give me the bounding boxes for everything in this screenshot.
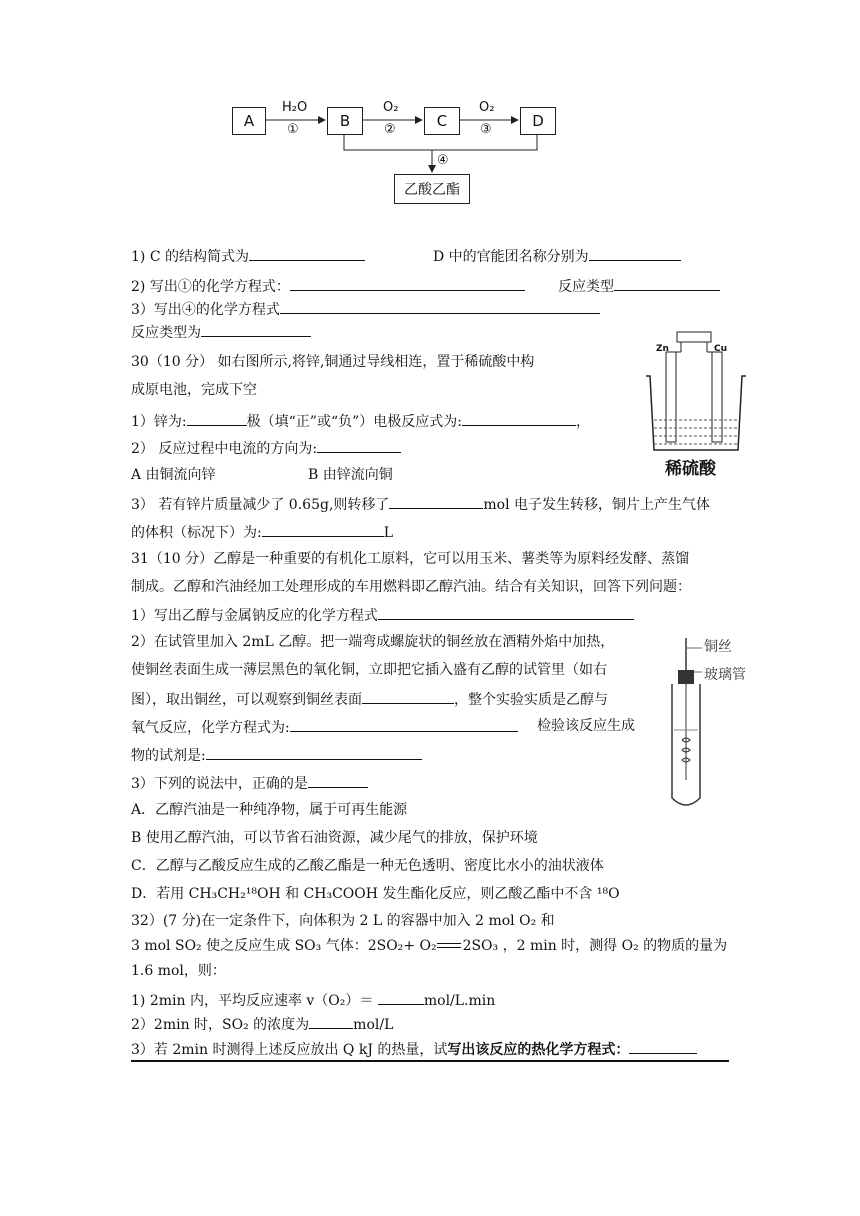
q29-l1a: 1) C 的结构简式为 <box>131 249 249 265</box>
q30-l1a: 1）锌为: <box>131 414 187 430</box>
fig-cu-label: Cu <box>714 344 728 354</box>
node-product: 乙酸乙酯 <box>394 174 470 204</box>
q31-l2: 2）在试管里加入 2mL 乙醇。把一端弯成螺旋状的铜丝放在酒精外焰中加热， <box>131 634 615 650</box>
q29-blank-eq4[interactable] <box>280 299 600 314</box>
q31-blank-oxidation-eq[interactable] <box>290 717 518 732</box>
q31-intro1: 31（10 分）乙醇是一种重要的有机化工原料，它可以用玉米、薯类等为原料经发酵、蒸馏 <box>131 551 690 567</box>
q32-l2a: 3 mol SO₂ 使之反应生成 SO₃ 气体：2SO₂+ O₂ <box>131 938 437 954</box>
fig-caption-dilute-h2so4: 稀硫酸 <box>665 459 716 479</box>
q29-l2a: 2) 写出①的化学方程式： <box>131 279 290 295</box>
q31-l1: 1）写出乙醇与金属钠反应的化学方程式 <box>131 608 378 624</box>
q29-l4: 反应类型为 <box>131 325 201 341</box>
q32-l3: 1.6 mol，则： <box>131 963 226 979</box>
q32-blank-rate[interactable] <box>378 990 424 1005</box>
q29-blank-d[interactable] <box>589 246 681 261</box>
q31-intro2: 制成。乙醇和汽油经加工处理形成的车用燃料即乙醇汽油。结合有关知识，回答下列问题： <box>131 579 691 595</box>
q30-l1b: 极（填“正”或“负”）电极反应式为: <box>246 414 462 430</box>
arrow-2-label-top: O₂ <box>383 100 399 115</box>
q31-l7: 3）下列的说法中，正确的是 <box>131 776 308 792</box>
q29-blank-c[interactable] <box>249 246 365 261</box>
q29-l1b: D 中的官能团名称分别为 <box>433 249 589 265</box>
test-tube-drawing <box>660 630 760 810</box>
q30-l4a: 的体积（标况下）为: <box>131 525 262 541</box>
q31-blank-reagent[interactable] <box>206 745 422 760</box>
q31-blank-surface[interactable] <box>362 689 454 704</box>
q30-opt-a: A 由铜流向锌 <box>131 467 216 483</box>
q32-l2b: 2SO₃ ，2 min 时，测得 O₂ 的物质的量为 <box>462 938 728 954</box>
q30-intro2: 成原电池，完成下空 <box>131 382 257 398</box>
q32-l1: 32）(7 分)在一定条件下，向体积为 2 L 的容器中加入 2 mol O₂ 和 <box>131 913 555 929</box>
q32-blank-thermo-eq[interactable] <box>629 1039 697 1054</box>
fig-copper-wire-label: 铜丝 <box>704 639 732 655</box>
q32-l5b: mol/L <box>353 1017 394 1033</box>
q30-blank-volume[interactable] <box>262 522 384 537</box>
q30-l4b: L <box>383 525 394 541</box>
q31-opt-d: D．若用 CH₃CH₂¹⁸OH 和 CH₃COOH 发生酯化反应，则乙酸乙酯中不含 ¹⁸O <box>131 886 620 902</box>
q31-opt-b: B 使用乙醇汽油，可以节省石油资源，减少尾气的排放，保护环境 <box>131 830 538 846</box>
q30-blank-electrode[interactable] <box>462 411 576 426</box>
node-d: D <box>520 107 556 135</box>
q31-blank-na-eq[interactable] <box>378 605 634 620</box>
q32-blank-conc[interactable] <box>309 1014 353 1029</box>
q31-blank-choice[interactable] <box>308 773 368 788</box>
q30-blank-pole[interactable] <box>187 411 247 426</box>
q30-blank-mol[interactable] <box>389 494 483 509</box>
q29-blank-type4[interactable] <box>201 322 311 337</box>
q29-blank-eq1[interactable] <box>290 276 525 291</box>
fig-zn-label: Zn <box>656 344 669 354</box>
arrow-3-label-bottom: ③ <box>480 122 492 137</box>
galvanic-cell-figure <box>640 330 752 478</box>
bottom-rule <box>131 1060 729 1062</box>
q30-l3a: 3） 若有锌片质量减少了 0.65g,则转移了 <box>131 497 390 513</box>
q31-l4b: ，整个实验实质是乙醇与 <box>454 692 608 708</box>
node-a: A <box>232 107 266 135</box>
q30-l1c: ， <box>575 414 590 430</box>
q30-l3b: mol 电子发生转移，铜片上产生气体 <box>483 497 711 513</box>
q31-l5b: 检验该反应生成 <box>537 718 635 734</box>
q30-opt-b: B 由锌流向铜 <box>308 467 393 483</box>
q32-l4b: mol/L.min <box>423 993 496 1009</box>
q31-l4a: 图），取出铜丝，可以观察到铜丝表面 <box>131 692 362 708</box>
q32-l5a: 2）2min 时，SO₂ 的浓度为 <box>131 1017 310 1033</box>
q31-l5a: 氧气反应，化学方程式为: <box>131 720 290 736</box>
q30-blank-direction[interactable] <box>317 438 401 453</box>
q29-blank-type1[interactable] <box>614 276 720 291</box>
q32-l4a: 1) 2min 内，平均反应速率 v（O₂）＝ <box>131 993 378 1009</box>
arrow-4-label: ④ <box>437 153 449 168</box>
arrow-3-label-top: O₂ <box>479 100 495 115</box>
arrow-1-label-bottom: ① <box>287 122 299 137</box>
q30-l2: 2） 反应过程中电流的方向为: <box>131 441 318 457</box>
fig-glass-tube-label: 玻璃管 <box>704 667 746 683</box>
flow-arrows <box>0 0 860 220</box>
q30-intro1: 30（10 分） 如右图所示,将锌,铜通过导线相连，置于稀硫酸中构 <box>131 354 535 370</box>
node-b: B <box>327 107 363 135</box>
test-tube-figure <box>660 630 760 810</box>
q29-l3: 3）写出④的化学方程式 <box>131 302 280 318</box>
arrow-2-label-bottom: ② <box>384 122 396 137</box>
q31-l6: 物的试剂是: <box>131 748 206 764</box>
node-c: C <box>424 107 460 135</box>
q31-opt-a: A．乙醇汽油是一种纯净物，属于可再生能源 <box>131 802 408 818</box>
q31-opt-c: C．乙醇与乙酸反应生成的乙酸乙酯是一种无色透明、密度比水小的油状液体 <box>131 858 604 874</box>
equilibrium-arrow-icon <box>437 941 463 951</box>
q29-l2b: 反应类型 <box>558 279 614 295</box>
q32-l6b: 写出该反应的热化学方程式： <box>447 1042 630 1058</box>
q31-l3: 使铜丝表面生成一薄层黑色的氧化铜，立即把它插入盛有乙醇的试管里（如右 <box>131 662 607 678</box>
q32-l6a: 3）若 2min 时测得上述反应放出 Q kJ 的热量，试 <box>131 1042 448 1058</box>
connector-bd <box>344 134 537 150</box>
arrow-1-label-top: H₂O <box>282 100 308 115</box>
